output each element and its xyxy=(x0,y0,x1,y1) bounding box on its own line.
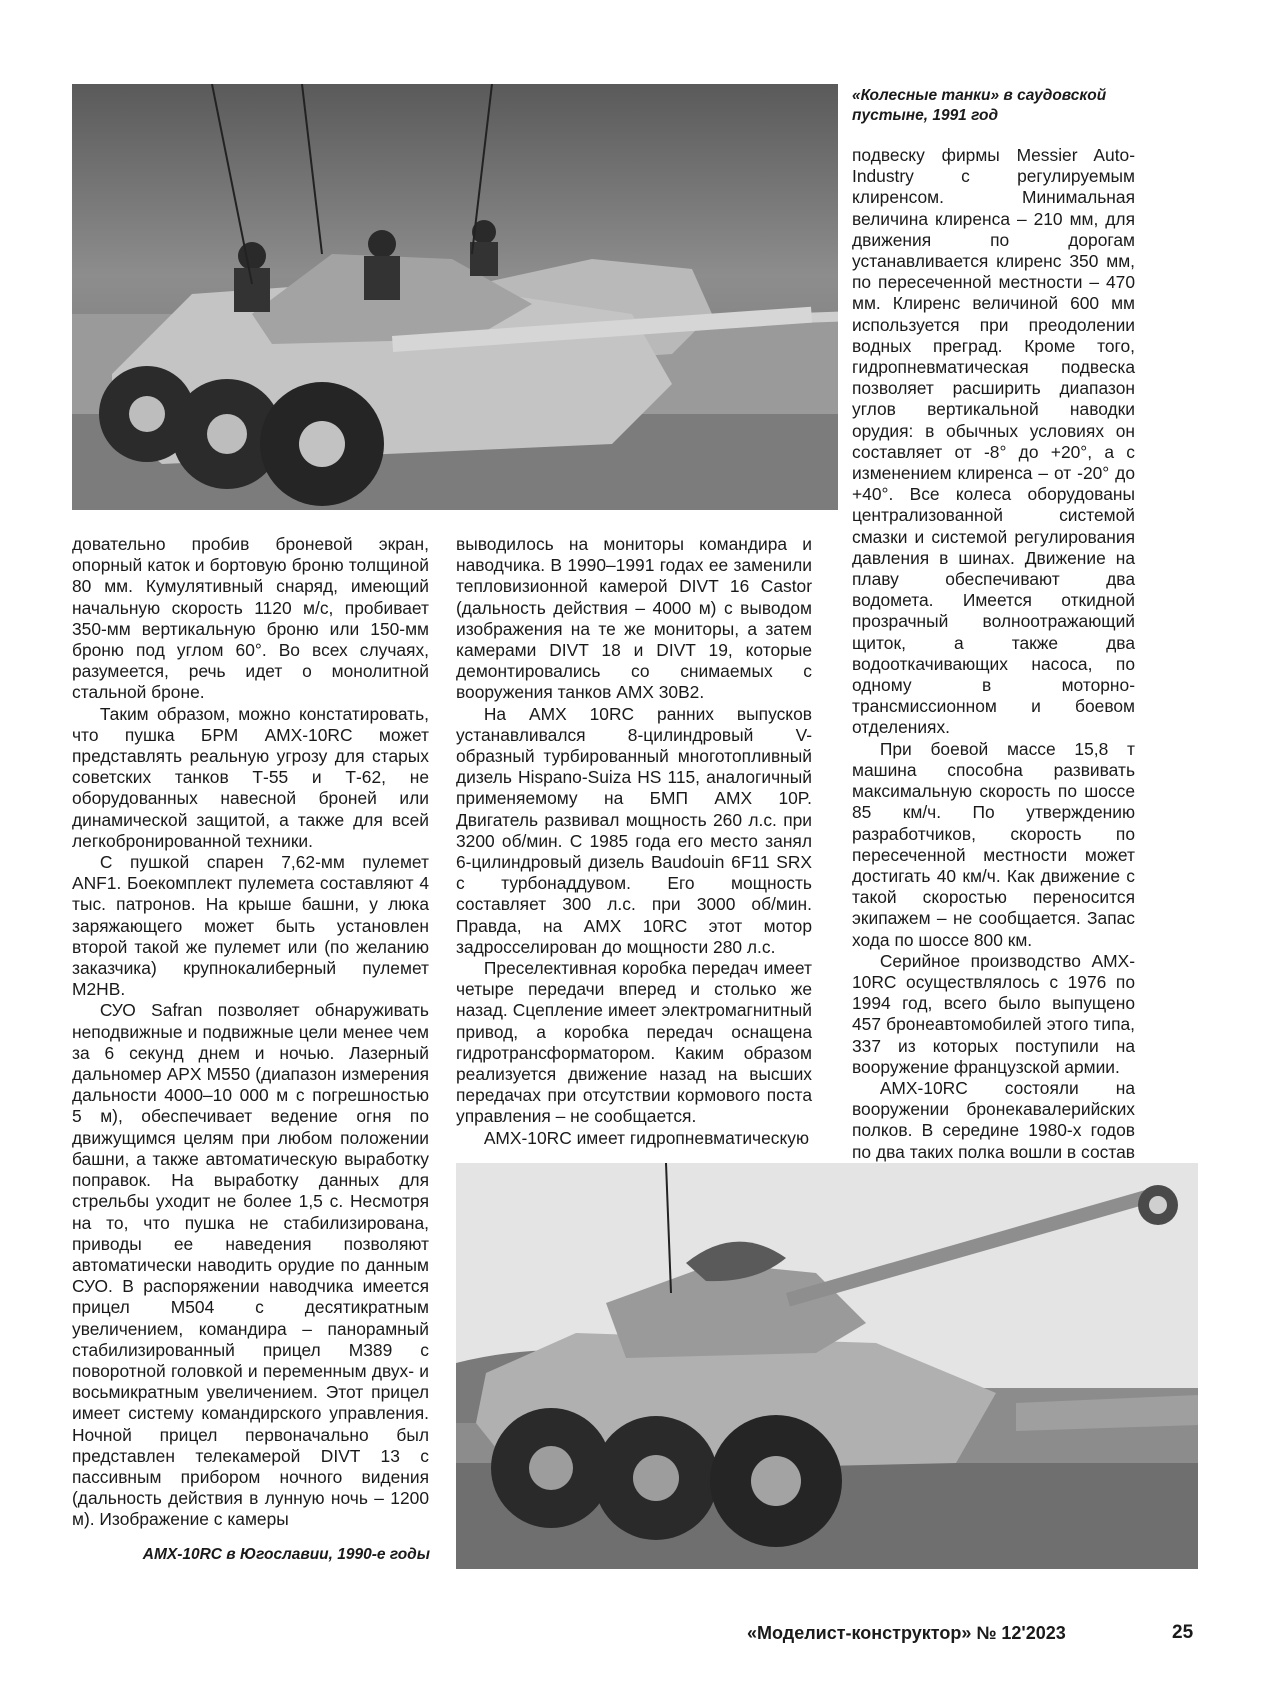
paragraph: Преселективная коробка передач имеет четыре передачи вперед и столько же назад. Сцепление имеет электромагнитный привод, а коробка передач оснащена гидротрансформатором. Каким образом реализуется движение назад на высших передачах при отсутствии кормового поста управления – не сообщается. xyxy=(456,958,812,1127)
text-column-middle xyxy=(456,534,812,1149)
paragraph: С пушкой спарен 7,62-мм пулемет ANF1. Боекомплект пулемета составляют 4 тыс. патронов. На крыше башни, у люка заряжающего может быть установлен второй такой же пулемет или (по желанию заказчика) крупнокалиберный пулемет M2HB. xyxy=(72,852,429,1000)
paragraph: AMX-10RC состояли на вооружении бронекавалерийских полков. В середине 1980-х годов по два таких полка вошли в состав xyxy=(852,1077,1135,1162)
paragraph: AMX-10RC имеет гидропневматическую xyxy=(483,1127,810,1148)
paragraph: На AMX 10RC ранних выпусков устанавливался 8-цилиндровый V-образный турбированный многотопливный дизель Hispano-Suiza HS 115, аналогичный применяемому на БМП AMX 10P. Двигатель развивал мощность 260 л.с. при 3200 об/мин. С 1985 года его место занял 6-цилиндровый дизель Baudouin 6F11 SRX с турбонаддувом. Его мощность составляет 300 л.с. при 3000 об/мин. Правда, на AMX 10RC этот мотор задросселирован до мощности 280 л.с. xyxy=(456,703,812,957)
bottom-photo xyxy=(456,1163,1198,1569)
armored-vehicle-field-photo-icon xyxy=(456,1163,1198,1569)
top-photo xyxy=(72,84,838,510)
bottom-photo-caption: AMX-10RC в Югославии, 1990-е годы xyxy=(142,1546,430,1563)
paragraph: довательно пробив броневой экран, опорный каток и бортовую броню толщиной 80 мм. Кумулятивный снаряд, имеющий начальную скорость 1120 м/с, пробивает 350-мм вертикальную броню или 150-мм броню под углом 60°. Во всех случаях, разумеется, речь идет о монолитной стальной броне. xyxy=(72,534,429,703)
journal-title: «Моделист-конструктор» № 12'2023 xyxy=(747,1623,1066,1643)
paragraph: СУО Safran позволяет обнаруживать неподвижные и подвижные цели менее чем за 6 секунд днем и ночью. Лазерный дальномер APX M550 (диапазон измерения дальности 4000–10 000 м с погрешностью 5 м), обеспечивает ведение огня по движущимся целям при любом положении башни, а также автоматическую выработку поправок. На выработку данных для стрельбы уходит не более 1,5 с. Несмотря на то, что пушка не стабилизирована, приводы ее наведения позволяют автоматически наводить орудие по данным СУО. В распоряжении наводчика имеется прицел M504 с десятикратным увеличением, командира – панорамный стабилизированный прицел M389 с поворотной головкой и переменным двух- и восьмикратным увеличением. Этот прицел имеет систему командирского управления. Ночной прицел первоначально был представлен телекамерой DIVT 13 с пассивным прибором ночного видения (дальность действия в лунную ночь – 1200 м). Изображение с камеры xyxy=(72,1000,429,1530)
paragraph: выводилось на мониторы командира и наводчика. В 1990–1991 годах ее заменили тепловизионной камерой DIVT 16 Castor (дальность действия – 4000 м) с выводом изображения на те же мониторы, а затем камерами DIVT 18 и DIVT 19, которые демонтировались со снимаемых с вооружения танков AMX 30B2. xyxy=(456,534,812,703)
paragraph: подвеску фирмы Messier Auto-Industry с регулируемым клиренсом. Минимальная величина клиренса – 210 мм, для движения по дорогам устанавливается клиренс 350 мм, по пересеченной местности – 470 мм. Клиренс величиной 600 мм используется при преодолении водных преград. Кроме того, гидропневматическая подвеска позволяет расширить диапазон углов вертикальной наводки орудия: в обычных условиях он составляет от -8° до +20°, а с изменением клиренса – от -20° до +40°. Все колеса оборудованы централизованной системой смазки и системой регулирования давления в шинах. Движение на плаву обеспечивают два водомета. Имеется откидной прозрачный волноотражающий щиток, а также два водооткачивающих насоса, по одному в моторно-трансмиссионном и боевом отделениях. xyxy=(852,145,1135,738)
paragraph: Таким образом, можно констатировать, что пушка БРМ AMX-10RC может представлять реальную угрозу для старых советских танков Т-55 и Т-62, не оборудованных навесной броней или динамической защитой, а также для всей легкобронированной техники. xyxy=(72,703,429,851)
top-photo-caption: «Колесные танки» в саудовской пустыне, 1991 год xyxy=(852,87,1107,124)
page-number: 25 xyxy=(1172,1622,1194,1643)
armored-vehicle-desert-photo-icon xyxy=(72,84,838,510)
text-column-left xyxy=(72,534,429,1531)
paragraph: Серийное производство AMX-10RC осуществлялось с 1976 по 1994 год, всего было выпущено 457 бронеавтомобилей этого типа, 337 из которых поступили на вооружение французской армии. xyxy=(852,950,1135,1077)
paragraph: При боевой массе 15,8 т машина способна развивать максимальную скорость по шоссе 85 км/ч. По утверждению разработчиков, скорость по пересеченной местности может достигать 40 км/ч. Как движение с такой скоростью переносится экипажем – не сообщается. Запас хода по шоссе 800 км. xyxy=(852,738,1135,950)
